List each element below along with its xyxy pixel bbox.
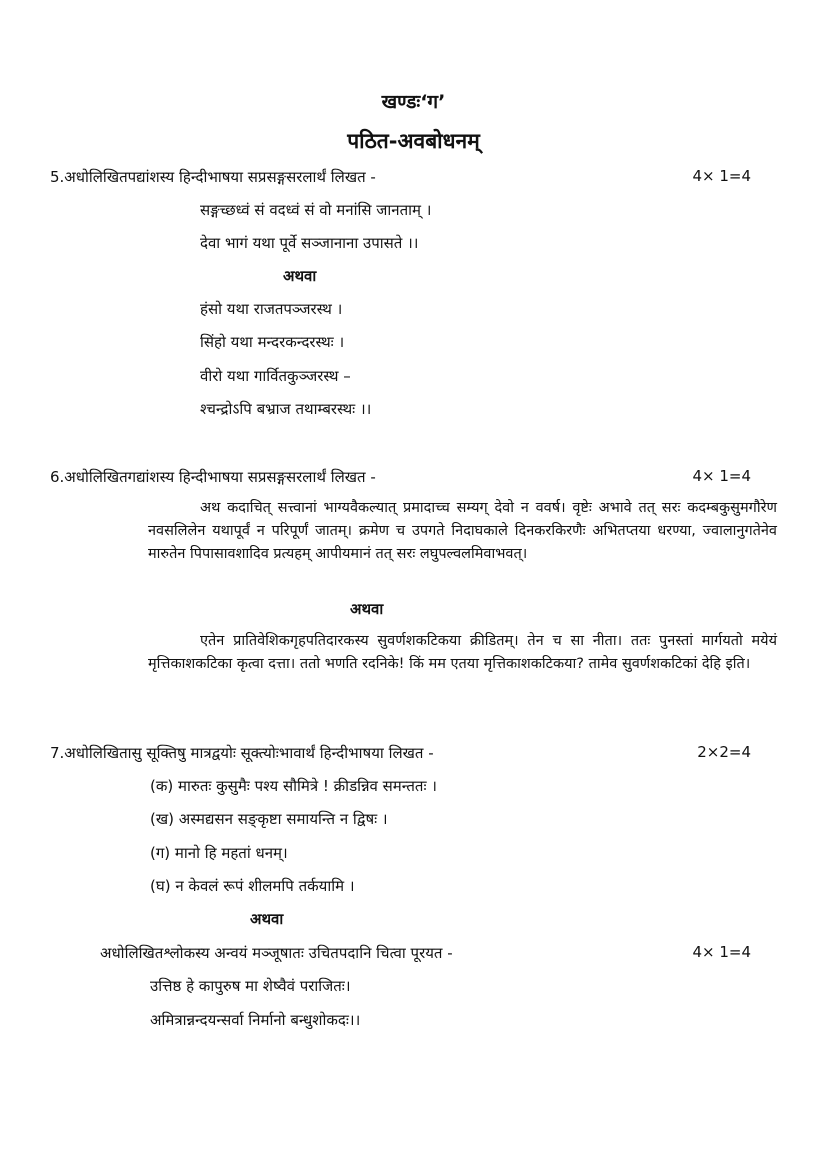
q7-or-label: अथवा	[250, 910, 284, 928]
q5-alt-line-1: हंसो यथा राजतपञ्जरस्थ ।	[200, 300, 343, 318]
q5-or-label: अथवा	[283, 267, 317, 285]
q7-item-ka: (क) मारुतः कुसुमैः पश्य सौमित्रे ! क्रीडन्निव समन्ततः ।	[150, 777, 437, 795]
q6-alt-passage: एतेन प्रातिवेशिकगृहपतिदारकस्य सुवर्णशकटिकया क्रीडितम्। तेन च सा नीता। ततः पुनस्तां मार्गयतो मयेयं मृत्तिकाशकटिका कृत्वा दत्ता। ततो भणति रदनिके! किं मम एतया मृत्तिकाशकटिकया? तामेव सुवर्णशकटिकां देहि इति।	[148, 633, 777, 672]
q6-marks: 4× 1=4	[692, 467, 751, 485]
q7-alt-marks: 4× 1=4	[692, 943, 751, 961]
q7-item-kha: (ख) अस्मद्यसन सङ्कृष्टा समायन्ति न द्विषः ।	[150, 810, 388, 828]
q7-item-ga: (ग) मानो हि महतां धनम्।	[150, 844, 288, 862]
q5-verse-line-2: देवा भागं यथा पूर्वे सञ्जानाना उपासते ।।	[200, 234, 419, 252]
q5-marks: 4× 1=4	[692, 167, 751, 185]
q6-prompt: 6.अधोलिखितगद्यांशस्य हिन्दीभाषया सप्रसङ्गसरलार्थं लिखत -	[50, 468, 376, 486]
section-subtitle: पठित-अवबोधनम्	[347, 129, 480, 153]
q5-alt-line-4: श्चन्द्रोऽपि बभ्राज तथाम्बरस्थः ।।	[200, 400, 372, 418]
q7-prompt: 7.अधोलिखितासु सूक्तिषु मात्रद्वयोः सूक्त्योःभावार्थं हिन्दीभाषया लिखत -	[50, 744, 434, 762]
q7-item-gha: (घ) न केवलं रूपं शीलमपि तर्कयामि ।	[150, 877, 355, 895]
q6-or-label: अथवा	[350, 600, 384, 618]
q7-marks: 2×2=4	[697, 743, 751, 761]
q6-passage: अथ कदाचित् सत्त्वानां भाग्यवैकल्यात् प्रमादाच्च सम्यग् देवो न ववर्ष। वृष्टेः अभावे तत् सरः कदम्बकुसुमगौरेण नवसलिलेन यथापूर्वं न परिपूर्णं जातम्। क्रमेण च उपगते निदाघकाले दिनकरकिरणैः अभितप्तया धरण्या, ज्वालानुगतेनेव मारुतेन पिपासावशादिव प्रत्यहम् आपीयमानं तत् सरः लघुपल्वलमिवाभवत्।	[148, 500, 777, 562]
q7-alt-line-1: उत्तिष्ठ हे कापुरुष मा शेष्वैवं पराजितः।	[150, 977, 351, 995]
q7-alt-line-2: अमित्रान्नन्दयन्सर्वा निर्मानो बन्धुशोकदः।।	[150, 1011, 361, 1029]
q5-alt-line-2: सिंहो यथा मन्दरकन्दरस्थः ।	[200, 333, 345, 351]
section-title: खण्डः‘ग’	[381, 91, 446, 113]
q5-alt-line-3: वीरो यथा गार्वितकुञ्जरस्थ –	[200, 367, 351, 385]
q5-verse-line-1: सङ्गच्छध्वं सं वदध्वं सं वो मनांसि जानताम् ।	[200, 201, 432, 219]
q5-prompt: 5.अधोलिखितपद्यांशस्य हिन्दीभाषया सप्रसङ्गसरलार्थं लिखत -	[50, 168, 376, 186]
q7-alt-prompt: अधोलिखितश्लोकस्य अन्वयं मञ्जूषातः उचितपदानि चित्वा पूरयत -	[100, 944, 453, 962]
